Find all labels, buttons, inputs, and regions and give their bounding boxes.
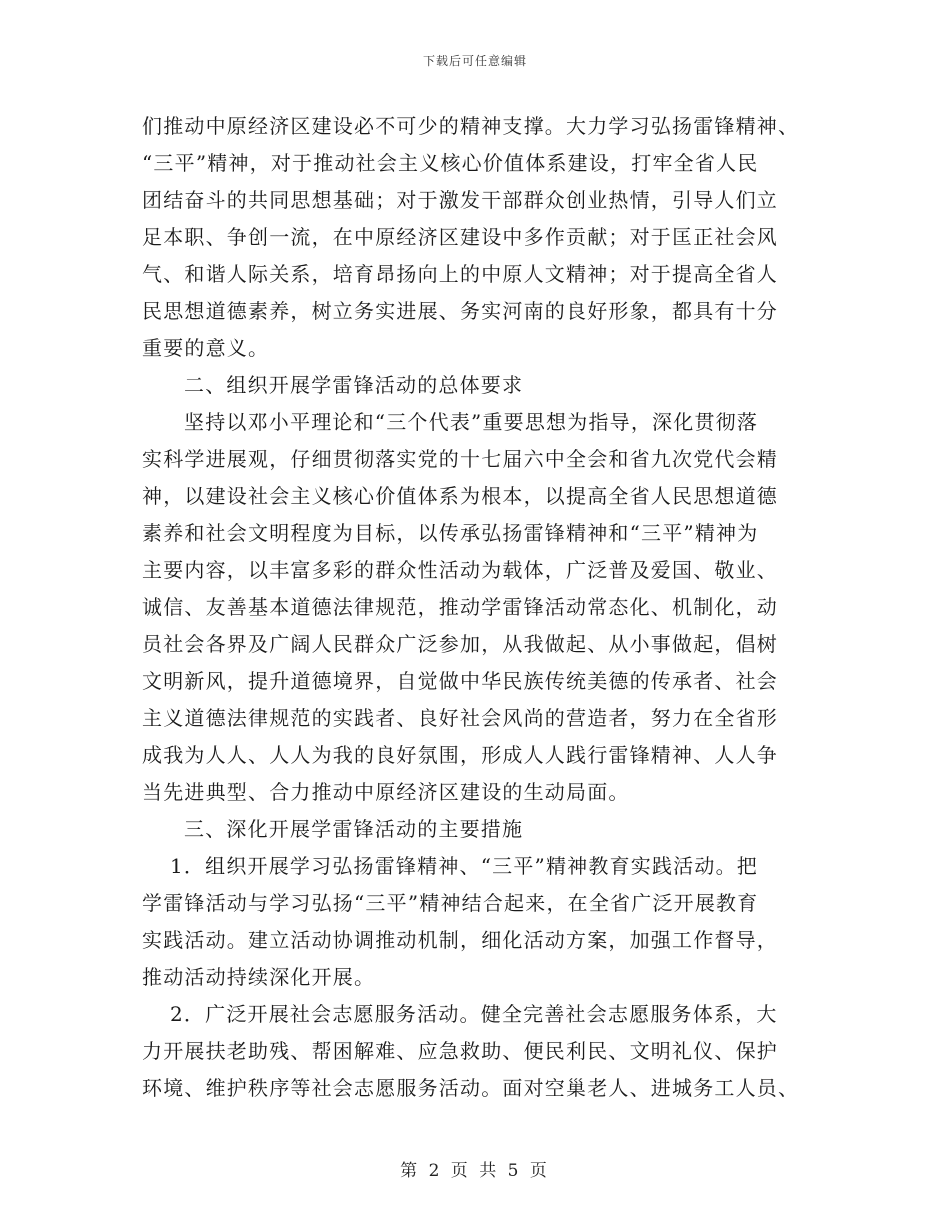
text-line: 们推动中原经济区建设必不可少的精神支撑。大力学习弘扬雷锋精神、: [142, 114, 800, 138]
text-line: 神，以建设社会主义核心价值体系为根本，以提高全省人民思想道德: [142, 484, 778, 508]
page-header: 下载后可任意编辑: [422, 54, 527, 68]
text-line: 当先进典型、合力推动中原经济区建设的生动局面。: [142, 780, 630, 804]
text-line: 坚持以邓小平理论和“三个代表”重要思想为指导，深化贯彻落: [184, 410, 759, 434]
document-body: [142, 108, 812, 1107]
text-line: 主要内容，以丰富多彩的群众性活动为载体，广泛普及爱国、敬业、: [142, 558, 778, 582]
text-line: 实科学进展观，仔细贯彻落实党的十七届六中全会和省九次党代会精: [142, 447, 778, 471]
text-line: 文明新风，提升道德境界，自觉做中华民族传统美德的传承者、社会: [142, 669, 778, 693]
section-heading: 三、深化开展学雷锋活动的主要措施: [184, 817, 524, 841]
section-heading: 二、组织开展学雷锋活动的总体要求: [184, 373, 524, 397]
text-line: 学雷锋活动与学习弘扬“三平”精神结合起来，在全省广泛开展教育: [142, 891, 759, 915]
text-line: 2．广泛开展社会志愿服务活动。健全完善社会志愿服务体系，大: [170, 1002, 778, 1026]
text-line: 1．组织开展学习弘扬雷锋精神、“三平”精神教育实践活动。把: [170, 854, 758, 878]
text-line: 环境、维护秩序等社会志愿服务活动。面对空巢老人、进城务工人员、: [142, 1076, 800, 1100]
page-footer: 第 2 页 共 5 页: [400, 1161, 550, 1181]
text-line: “三平”精神，对于推动社会主义核心价值体系建设，打牢全省人民: [142, 151, 759, 175]
text-line: 成我为人人、人人为我的良好氛围，形成人人践行雷锋精神、人人争: [142, 743, 778, 767]
text-line: 实践活动。建立活动协调推动机制，细化活动方案，加强工作督导，: [142, 928, 778, 952]
text-line: 主义道德法律规范的实践者、良好社会风尚的营造者，努力在全省形: [142, 706, 778, 730]
text-line: 素养和社会文明程度为目标，以传承弘扬雷锋精神和“三平”精神为: [142, 521, 759, 545]
text-line: 员社会各界及广阔人民群众广泛参加，从我做起、从小事做起，倡树: [142, 632, 778, 656]
text-line: 重要的意义。: [142, 336, 270, 360]
text-line: 推动活动持续深化开展。: [142, 965, 376, 989]
text-line: 团结奋斗的共同思想基础；对于激发干部群众创业热情，引导人们立: [142, 188, 778, 212]
text-line: 诚信、友善基本道德法律规范，推动学雷锋活动常态化、机制化，动: [142, 595, 778, 619]
text-line: 气、和谐人际关系，培育昂扬向上的中原人文精神；对于提高全省人: [142, 262, 778, 286]
text-line: 力开展扶老助残、帮困解难、应急救助、便民利民、文明礼仪、保护: [142, 1039, 778, 1063]
text-line: 足本职、争创一流，在中原经济区建设中多作贡献；对于匡正社会风: [142, 225, 778, 249]
text-line: 民思想道德素养，树立务实进展、务实河南的良好形象，都具有十分: [142, 299, 778, 323]
